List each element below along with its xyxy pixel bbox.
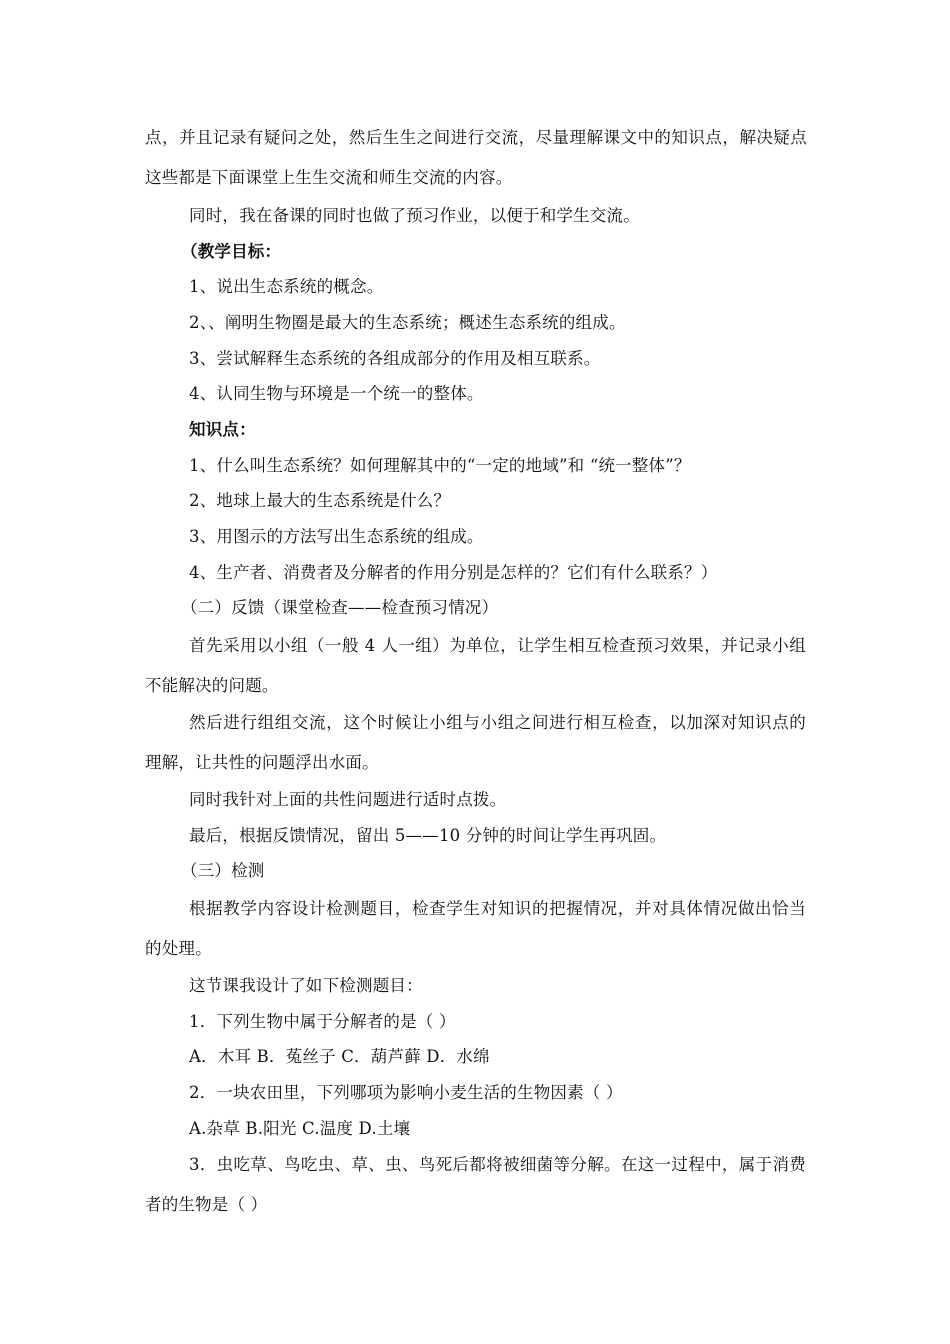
goal-item-3: 3、尝试解释生态系统的各组成部分的作用及相互联系。 bbox=[189, 349, 601, 368]
paragraph-line-3: 同时，我在备课的同时也做了预习作业，以便于和学生交流。 bbox=[189, 206, 640, 225]
section-heading-test: （三）检测 bbox=[181, 861, 265, 880]
paragraph-line-test-2: 的处理。 bbox=[145, 939, 212, 958]
question-2-options: A.杂草 B.阳光 C.温度 D.土壤 bbox=[189, 1119, 411, 1138]
paragraph-line-test-1: 根据教学内容设计检测题目，检查学生对知识的把握情况，并对具体情况做出恰当 bbox=[189, 899, 806, 918]
paragraph-line-feedback-6: 最后，根据反馈情况，留出 5——10 分钟的时间让学生再巩固。 bbox=[189, 826, 667, 845]
question-3-line-1: 3．虫吃草、鸟吃虫、草、虫、鸟死后都将被细菌等分解。在这一过程中，属于消费 bbox=[189, 1155, 806, 1174]
section-heading-feedback: （二）反馈（课堂检查——检查预习情况） bbox=[181, 598, 499, 617]
goal-item-2: 2、、阐明生物圈是最大的生态系统；概述生态系统的组成。 bbox=[189, 313, 626, 332]
section-heading-teaching-goals: （教学目标： bbox=[181, 242, 282, 261]
paragraph-line-feedback-1: 首先采用以小组（一般 4 人一组）为单位，让学生相互检查预习效果，并记录小组 bbox=[189, 636, 806, 655]
knowledge-item-3: 3、用图示的方法写出生态系统的组成。 bbox=[189, 527, 484, 546]
knowledge-item-2: 2、地球上最大的生态系统是什么？ bbox=[189, 491, 451, 510]
goal-item-4: 4、认同生物与环境是一个统一的整体。 bbox=[189, 384, 484, 403]
paragraph-line-feedback-5: 同时我针对上面的共性问题进行适时点拨。 bbox=[189, 790, 507, 809]
paragraph-line-1: 点，并且记录有疑问之处，然后生生之间进行交流，尽量理解课文中的知识点，解决疑点 bbox=[145, 128, 807, 147]
question-2: 2．一块农田里，下列哪项为影响小麦生活的生物因素（ ） bbox=[189, 1083, 623, 1102]
goal-item-1: 1、说出生态系统的概念。 bbox=[189, 277, 384, 296]
section-heading-knowledge-points: 知识点： bbox=[189, 420, 256, 439]
paragraph-line-2: 这些都是下面课堂上生生交流和师生交流的内容。 bbox=[145, 168, 513, 187]
knowledge-item-4: 4、生产者、消费者及分解者的作用分别是怎样的？它们有什么联系？） bbox=[189, 563, 718, 582]
paragraph-line-test-3: 这节课我设计了如下检测题目： bbox=[189, 976, 423, 995]
question-3-line-2: 者的生物是（ ） bbox=[145, 1195, 268, 1214]
question-1: 1．下列生物中属于分解者的是（ ） bbox=[189, 1012, 456, 1031]
paragraph-line-feedback-4: 理解，让共性的问题浮出水面。 bbox=[145, 753, 379, 772]
question-1-options: A．木耳 B．菟丝子 C．葫芦藓 D．水绵 bbox=[189, 1047, 490, 1066]
knowledge-item-1: 1、什么叫生态系统？如何理解其中的“一定的地域”和 “统一整体”？ bbox=[189, 456, 691, 475]
paragraph-line-feedback-3: 然后进行组组交流，这个时候让小组与小组之间进行相互检查，以加深对知识点的 bbox=[189, 713, 806, 732]
paragraph-line-feedback-2: 不能解决的问题。 bbox=[145, 676, 279, 695]
